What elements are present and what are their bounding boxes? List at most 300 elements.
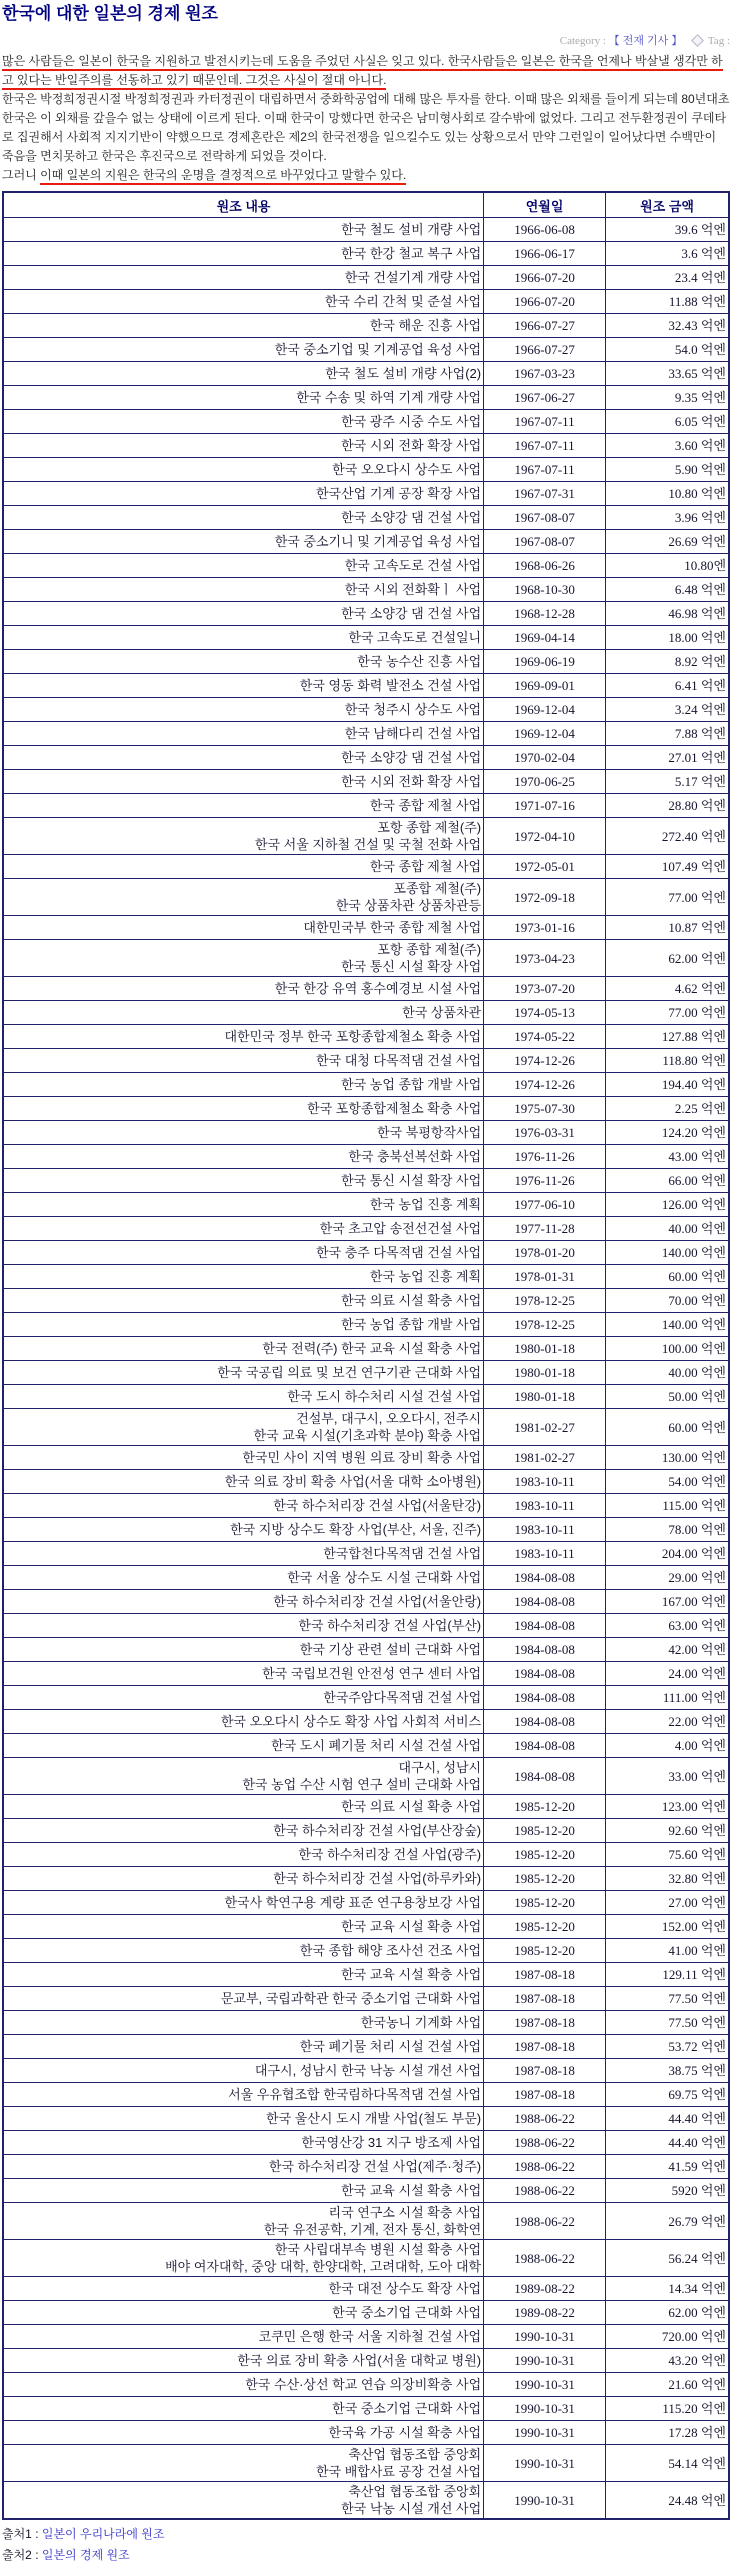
date-cell: 1967-07-11 [484,434,606,458]
table-row [3,2155,729,2179]
date-cell: 1972-09-18 [484,879,606,916]
amount-cell: 115.20 억엔 [606,2397,729,2421]
date-cell: 1987-08-18 [484,2035,606,2059]
date-cell: 1966-07-27 [484,338,606,362]
date-cell: 1966-07-20 [484,266,606,290]
date-cell: 1978-01-20 [484,1241,606,1265]
amount-cell: 100.00 억엔 [606,1337,729,1361]
amount-cell: 4.00 억엔 [606,1734,729,1758]
date-cell: 1973-04-23 [484,940,606,977]
date-cell: 1978-01-31 [484,1265,606,1289]
amount-cell: 10.87 억엔 [606,916,729,940]
table-row [3,1049,729,1073]
aid-content-cell: 한국 소양강 댐 건설 사업 [3,506,484,530]
date-cell: 1980-01-18 [484,1337,606,1361]
aid-content-cell: 문교부, 국립과학관 한국 중소기업 근대화 사업 [3,1987,484,2011]
date-cell: 1990-10-31 [484,2482,606,2520]
aid-content-cell: 한국 종합 해양 조사선 건조 사업 [3,1939,484,1963]
table-row [3,410,729,434]
table-row [3,2179,729,2203]
amount-cell: 118.80 억엔 [606,1049,729,1073]
table-row [3,602,729,626]
tag-label: Tag : [707,35,730,47]
table-row [3,314,729,338]
amount-cell: 26.79 억엔 [606,2203,729,2240]
date-cell: 1970-06-25 [484,770,606,794]
table-row [3,1361,729,1385]
paragraph-3-prefix: 그러니 [2,168,41,182]
amount-cell: 77.00 억엔 [606,879,729,916]
table-body [3,218,729,2520]
date-cell: 1969-12-04 [484,722,606,746]
amount-cell: 78.00 억엔 [606,1518,729,1542]
amount-cell: 24.00 억엔 [606,1662,729,1686]
category-link[interactable]: 【 전재 기사 】 [608,35,683,47]
amount-cell: 3.6 억엔 [606,242,729,266]
aid-content-cell: 한국 철도 설비 개량 사업 [3,218,484,242]
table-row [3,2397,729,2421]
date-cell: 1985-12-20 [484,1915,606,1939]
date-cell: 1983-10-11 [484,1470,606,1494]
amount-cell: 70.00 억엔 [606,1289,729,1313]
aid-content-cell: 한국 충주 다목적댐 건설 사업 [3,1241,484,1265]
sources-block [2,2524,730,2566]
amount-cell: 5920 억엔 [606,2179,729,2203]
amount-cell: 3.24 억엔 [606,698,729,722]
table-row [3,626,729,650]
amount-cell: 22.00 억엔 [606,1710,729,1734]
aid-content-cell: 한국 중소기니 및 기계공업 육성 사업 [3,530,484,554]
amount-cell: 46.98 억엔 [606,602,729,626]
amount-cell: 60.00 억엔 [606,1409,729,1446]
date-cell: 1969-09-01 [484,674,606,698]
table-row [3,482,729,506]
amount-cell: 5.17 억엔 [606,770,729,794]
date-cell: 1990-10-31 [484,2421,606,2445]
date-cell: 1988-06-22 [484,2107,606,2131]
date-cell: 1967-06-27 [484,386,606,410]
aid-content-cell: 한국 농수산 진흥 사업 [3,650,484,674]
aid-content-cell: 한국 종합 제철 사업 [3,855,484,879]
aid-content-cell: 한국 하수처리장 건설 사업(서울안랑) [3,1590,484,1614]
amount-cell: 8.92 억엔 [606,650,729,674]
amount-cell: 53.72 억엔 [606,2035,729,2059]
aid-content-cell: 한국 국공립 의료 및 보건 연구기관 근대화 사업 [3,1361,484,1385]
table-row [3,674,729,698]
source-2-link[interactable]: 일본의 경제 원조 [41,2548,130,2562]
aid-content-cell: 한국 남해다리 건설 사업 [3,722,484,746]
table-row [3,1891,729,1915]
date-cell: 1980-01-18 [484,1361,606,1385]
date-cell: 1987-08-18 [484,2011,606,2035]
amount-cell: 130.00 억엔 [606,1446,729,1470]
aid-content-cell: 한국 기상 관련 설비 근대화 사업 [3,1638,484,1662]
amount-cell: 32.43 억엔 [606,314,729,338]
table-row [3,794,729,818]
aid-content-cell: 포종합 제철(주) 한국 상품차관 상품차관등 [3,879,484,916]
table-row [3,1518,729,1542]
table-row [3,506,729,530]
date-cell: 1988-06-22 [484,2131,606,2155]
date-cell: 1985-12-20 [484,1843,606,1867]
aid-content-cell: 한국 청주시 상수도 사업 [3,698,484,722]
table-row [3,1843,729,1867]
date-cell: 1987-08-18 [484,2083,606,2107]
date-cell: 1969-04-14 [484,626,606,650]
aid-content-cell: 축산업 협동조합 중앙회 한국 낙농 시설 개선 사업 [3,2482,484,2520]
table-row [3,1001,729,1025]
table-row [3,2301,729,2325]
date-cell: 1966-07-20 [484,290,606,314]
date-cell: 1984-08-08 [484,1710,606,1734]
aid-content-cell: 한국 전력(주) 한국 교육 시설 확충 사업 [3,1337,484,1361]
table-row [3,698,729,722]
table-row [3,1710,729,1734]
table-row [3,1867,729,1891]
date-cell: 1968-12-28 [484,602,606,626]
table-row [3,1409,729,1446]
table-row [3,338,729,362]
amount-cell: 42.00 억엔 [606,1638,729,1662]
date-cell: 1967-07-11 [484,410,606,434]
aid-content-cell: 한국 의료 시설 확충 사업 [3,1289,484,1313]
aid-content-cell: 한국 시외 전화확ㅣ 사업 [3,578,484,602]
date-cell: 1984-08-08 [484,1758,606,1795]
date-cell: 1967-08-07 [484,506,606,530]
amount-cell: 6.05 억엔 [606,410,729,434]
aid-content-cell: 한국 통신 시설 확장 사업 [3,1169,484,1193]
column-header-date: 연월일 [484,192,606,218]
amount-cell: 123.00 억엔 [606,1795,729,1819]
amount-cell: 23.4 억엔 [606,266,729,290]
post-meta [2,34,730,48]
amount-cell: 167.00 억엔 [606,1590,729,1614]
amount-cell: 140.00 억엔 [606,1241,729,1265]
aid-content-cell: 한국 국립보건원 안전성 연구 센터 사업 [3,1662,484,1686]
amount-cell: 21.60 억엔 [606,2373,729,2397]
aid-content-cell: 한국 수송 및 하역 기계 개량 사업 [3,386,484,410]
table-row [3,1542,729,1566]
amount-cell: 92.60 억엔 [606,1819,729,1843]
date-cell: 1984-08-08 [484,1686,606,1710]
table-row [3,242,729,266]
table-row [3,458,729,482]
date-cell: 1983-10-11 [484,1518,606,1542]
aid-content-cell: 대구시, 성남시 한국 농업 수산 시험 연구 설비 근대화 사업 [3,1758,484,1795]
aid-content-cell: 한국 건설기계 개량 사업 [3,266,484,290]
amount-cell: 62.00 억엔 [606,940,729,977]
amount-cell: 204.00 억엔 [606,1542,729,1566]
amount-cell: 9.35 억엔 [606,386,729,410]
paragraph-2: 한국은 박정희정권시절 박정희정권과 카터정권이 대립하면서 중화학공업에 대해 많은 투자를 한다. 이때 많은 외채를 들이게 되는데 80년대초 한국은 이 외채를 갚을수 없는 상태에 이르게 된다. 이때 한국이 망했다면 한국은 남미형사회로 갈수밖에 없었다. 그리고 전두환정권이 쿠데타로 집권해서 사회적 지지기반이 약했으므로 경제혼란은 제2의 한국전쟁을 일으킬수도 있는 상황으로서 만약 그런일이 일어났다면 수백만이 죽음을 면치못하고 한국은 후진국으로 전락하게 되었을 것이다. [2,92,730,163]
aid-content-cell: 한국 오오다시 상수도 사업 [3,458,484,482]
table-row [3,2277,729,2301]
aid-content-cell: 대한민국 정부 한국 포항종합제철소 확충 사업 [3,1025,484,1049]
amount-cell: 11.88 억엔 [606,290,729,314]
aid-content-cell: 한국 농업 진흥 계획 [3,1193,484,1217]
table-row [3,218,729,242]
date-cell: 1990-10-31 [484,2397,606,2421]
table-row [3,1939,729,1963]
amount-cell: 14.34 억엔 [606,2277,729,2301]
aid-content-cell: 한국 대청 다목적댐 건설 사업 [3,1049,484,1073]
date-cell: 1985-12-20 [484,1939,606,1963]
column-header-aid-amount: 원조 금액 [606,192,729,218]
date-cell: 1972-04-10 [484,818,606,855]
date-cell: 1983-10-11 [484,1494,606,1518]
amount-cell: 107.49 억엔 [606,855,729,879]
table-row [3,2131,729,2155]
aid-content-cell: 한국 초고압 송전선건설 사업 [3,1217,484,1241]
date-cell: 1983-10-11 [484,1542,606,1566]
aid-content-cell: 한국 한강 철교 복구 사업 [3,242,484,266]
table-row [3,1265,729,1289]
table-row [3,1241,729,1265]
amount-cell: 7.88 억엔 [606,722,729,746]
aid-content-cell: 한국 영동 화력 발전소 건설 사업 [3,674,484,698]
aid-content-cell: 한국 중소기업 근대화 사업 [3,2301,484,2325]
amount-cell: 77.50 억엔 [606,1987,729,2011]
aid-content-cell: 한국 오오다시 상수도 확장 사업 사회적 서비스 [3,1710,484,1734]
aid-content-cell: 한국 종합 제철 사업 [3,794,484,818]
table-row [3,977,729,1001]
aid-content-cell: 한국육 가공 시설 확충 사업 [3,2421,484,2445]
red-underlined-text-1: 많은 사람들은 일본이 한국을 지원하고 발전시키는데 도움을 주었던 사실은 잊고 있다. 한국사람들은 일본은 한국을 언제나 박살낼 생각만 하고 있다는 반일주의를 선동하고 있기 때문인데. 그것은 사실이 절대 아니다. [2,54,723,90]
amount-cell: 29.00 억엔 [606,1566,729,1590]
table-row [3,1758,729,1795]
table-row [3,2325,729,2349]
amount-cell: 24.48 억엔 [606,2482,729,2520]
source-1 [2,2524,730,2545]
table-row [3,940,729,977]
date-cell: 1970-02-04 [484,746,606,770]
table-row [3,2373,729,2397]
table-row [3,290,729,314]
table-row [3,2107,729,2131]
aid-content-cell: 한국 하수처리장 건설 사업(서울탄강) [3,1494,484,1518]
date-cell: 1977-06-10 [484,1193,606,1217]
amount-cell: 75.60 억엔 [606,1843,729,1867]
page-title[interactable]: 한국에 대한 일본의 경제 원조 [2,4,218,23]
category-label: Category : [559,35,606,47]
amount-cell: 2.25 억엔 [606,1097,729,1121]
aid-content-cell: 한국 해운 진흥 사업 [3,314,484,338]
amount-cell: 6.48 억엔 [606,578,729,602]
date-cell: 1984-08-08 [484,1734,606,1758]
aid-content-cell: 한국 중소기업 및 기계공업 육성 사업 [3,338,484,362]
amount-cell: 126.00 억엔 [606,1193,729,1217]
amount-cell: 17.28 억엔 [606,2421,729,2445]
date-cell: 1987-08-18 [484,1987,606,2011]
amount-cell: 44.40 억엔 [606,2107,729,2131]
aid-content-cell: 포항 종합 제철(주) 한국 서울 지하철 건설 및 국철 전화 사업 [3,818,484,855]
amount-cell: 66.00 억엔 [606,1169,729,1193]
aid-content-cell: 한국 의료 시설 확충 사업 [3,1795,484,1819]
amount-cell: 44.40 억엔 [606,2131,729,2155]
amount-cell: 32.80 억엔 [606,1867,729,1891]
date-cell: 1980-01-18 [484,1385,606,1409]
table-row [3,818,729,855]
table-row [3,2203,729,2240]
table-row [3,1590,729,1614]
aid-content-cell: 한국영산강 31 지구 방조제 사업 [3,2131,484,2155]
amount-cell: 28.80 억엔 [606,794,729,818]
table-row [3,1289,729,1313]
date-cell: 1969-12-04 [484,698,606,722]
amount-cell: 56.24 억엔 [606,2240,729,2277]
aid-content-cell: 한국산업 기계 공장 확장 사업 [3,482,484,506]
aid-content-cell: 리국 연구소 시설 확충 사업 한국 유전공학, 기계, 전자 통신, 화학연 [3,2203,484,2240]
table-row [3,1121,729,1145]
aid-content-cell: 한국 교육 시설 확충 사업 [3,1915,484,1939]
source-1-link[interactable]: 일본이 우리나라에 원조 [41,2527,165,2541]
date-cell: 1976-11-26 [484,1169,606,1193]
table-row [3,770,729,794]
aid-content-cell: 한국 시외 전화 확장 사업 [3,770,484,794]
date-cell: 1974-12-26 [484,1049,606,1073]
aid-content-cell: 건설부, 대구시, 오오다시, 전주시 한국 교육 시설(기초과학 분야) 확충 사업 [3,1409,484,1446]
date-cell: 1984-08-08 [484,1662,606,1686]
table-row [3,2421,729,2445]
aid-content-cell: 한국 의료 장비 확충 사업(서울 대학교 병원) [3,2349,484,2373]
amount-cell: 77.00 억엔 [606,1001,729,1025]
table-row [3,2240,729,2277]
date-cell: 1978-12-25 [484,1313,606,1337]
aid-content-cell: 한국 하수처리장 건설 사업(부산) [3,1614,484,1638]
amount-cell: 50.00 억엔 [606,1385,729,1409]
amount-cell: 69.75 억엔 [606,2083,729,2107]
table-row [3,855,729,879]
aid-content-cell: 한국 하수처리장 건설 사업(하루카와) [3,1867,484,1891]
table-row [3,1734,729,1758]
date-cell: 1990-10-31 [484,2373,606,2397]
table-row [3,1097,729,1121]
column-header-aid-content: 원조 내용 [3,192,484,218]
date-cell: 1988-06-22 [484,2179,606,2203]
table-row [3,1638,729,1662]
amount-cell: 129.11 억엔 [606,1963,729,1987]
amount-cell: 10.80엔 [606,554,729,578]
aid-content-cell: 축산업 협동조합 중앙회 한국 배합사료 공장 건설 사업 [3,2445,484,2482]
amount-cell: 10.80 억엔 [606,482,729,506]
table-row [3,1217,729,1241]
date-cell: 1977-11-28 [484,1217,606,1241]
table-row [3,916,729,940]
aid-content-cell: 대구시, 성남시 한국 낙농 시설 개선 사업 [3,2059,484,2083]
table-row [3,554,729,578]
aid-content-cell: 포항 종합 제철(주) 한국 통신 시설 확장 사업 [3,940,484,977]
date-cell: 1967-03-23 [484,362,606,386]
aid-content-cell: 한국합천다목적댐 건설 사업 [3,1542,484,1566]
table-row [3,1494,729,1518]
aid-content-cell: 한국 북평항작사업 [3,1121,484,1145]
amount-cell: 40.00 억엔 [606,1361,729,1385]
date-cell: 1985-12-20 [484,1819,606,1843]
source-2 [2,2545,730,2566]
amount-cell: 27.00 억엔 [606,1891,729,1915]
amount-cell: 152.00 억엔 [606,1915,729,1939]
aid-content-cell: 한국 하수처리장 건설 사업(부산장숲) [3,1819,484,1843]
table-row [3,1169,729,1193]
date-cell: 1973-07-20 [484,977,606,1001]
date-cell: 1985-12-20 [484,1867,606,1891]
amount-cell: 39.6 억엔 [606,218,729,242]
aid-content-cell: 한국 농업 진흥 계획 [3,1265,484,1289]
aid-content-cell: 한국 농업 종합 개발 사업 [3,1313,484,1337]
source-1-label: 출처1 : [2,2527,39,2541]
date-cell: 1988-06-22 [484,2155,606,2179]
aid-content-cell: 한국 철도 설비 개량 사업(2) [3,362,484,386]
table-header-row [3,192,729,218]
tag-icon [691,34,704,47]
date-cell: 1989-08-22 [484,2277,606,2301]
aid-content-cell: 한국 도시 하수처리 시설 건설 사업 [3,1385,484,1409]
aid-content-cell: 한국 서울 상수도 시설 근대화 사업 [3,1566,484,1590]
table-row [3,2349,729,2373]
table-row [3,362,729,386]
table-row [3,746,729,770]
date-cell: 1990-10-31 [484,2445,606,2482]
aid-content-cell: 코쿠민 은행 한국 서울 지하철 건설 사업 [3,2325,484,2349]
amount-cell: 140.00 억엔 [606,1313,729,1337]
table-row [3,1915,729,1939]
amount-cell: 43.20 억엔 [606,2349,729,2373]
table-row [3,1073,729,1097]
amount-cell: 54.14 억엔 [606,2445,729,2482]
date-cell: 1966-07-27 [484,314,606,338]
aid-content-cell: 한국 폐기물 처리 시설 건설 사업 [3,2035,484,2059]
aid-content-cell: 한국 중소기업 근대화 사업 [3,2397,484,2421]
aid-content-cell: 한국 대전 상수도 확장 사업 [3,2277,484,2301]
amount-cell: 33.65 억엔 [606,362,729,386]
table-row [3,1025,729,1049]
amount-cell: 124.20 억엔 [606,1121,729,1145]
date-cell: 1984-08-08 [484,1590,606,1614]
table-row [3,1470,729,1494]
aid-content-cell: 한국 지방 상수도 확장 사업(부산, 서울, 진주) [3,1518,484,1542]
table-row [3,2482,729,2520]
amount-cell: 54.0 억엔 [606,338,729,362]
aid-content-cell: 한국농니 기계화 사업 [3,2011,484,2035]
table-row [3,879,729,916]
amount-cell: 111.00 억엔 [606,1686,729,1710]
date-cell: 1968-10-30 [484,578,606,602]
date-cell: 1974-05-13 [484,1001,606,1025]
date-cell: 1974-12-26 [484,1073,606,1097]
table-row [3,1987,729,2011]
date-cell: 1974-05-22 [484,1025,606,1049]
table-row [3,1145,729,1169]
aid-content-cell: 한국 하수처리장 건설 사업(광주) [3,1843,484,1867]
table-row [3,386,729,410]
aid-content-cell: 한국 소양강 댐 건설 사업 [3,746,484,770]
date-cell: 1978-12-25 [484,1289,606,1313]
date-cell: 1966-06-17 [484,242,606,266]
date-cell: 1972-05-01 [484,855,606,879]
aid-content-cell: 한국 한강 유역 홍수예경보 시설 사업 [3,977,484,1001]
date-cell: 1976-11-26 [484,1145,606,1169]
date-cell: 1985-12-20 [484,1891,606,1915]
table-row [3,1795,729,1819]
aid-content-cell: 한국 교육 시설 확충 사업 [3,2179,484,2203]
amount-cell: 54.00 억엔 [606,1470,729,1494]
aid-content-cell: 한국 교육 시설 확충 사업 [3,1963,484,1987]
table-row [3,1614,729,1638]
table-row [3,2011,729,2035]
aid-content-cell: 한국사 학연구용 계량 표준 연구용창보강 사업 [3,1891,484,1915]
table-row [3,1337,729,1361]
aid-content-cell: 한국 농업 종합 개발 사업 [3,1073,484,1097]
